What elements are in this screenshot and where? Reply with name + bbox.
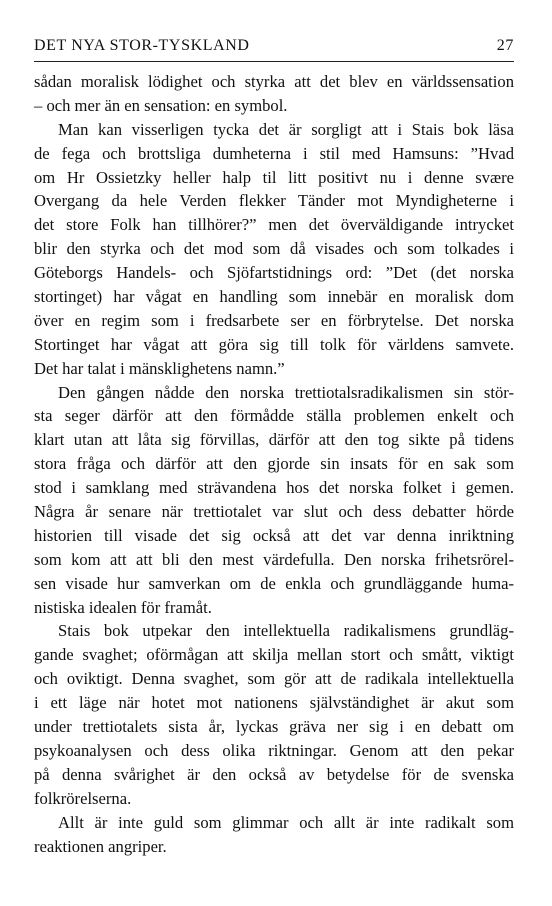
text-line: Det har talat i mänsklighetens namn.”: [34, 358, 285, 378]
running-header: [34, 37, 514, 62]
text-line: under trettiotalets sista år, lyckas gräva ner sig i en debatt om: [34, 717, 514, 737]
text-line: på denna svårighet är den också av betydelse för de svenska: [34, 764, 514, 784]
paragraph-first-line: Man kan visserligen tycka det är sorgligt att i Stais bok läsa: [58, 119, 514, 139]
text-line: i ett läge när hotet mot nationens självständighet är akut som: [34, 693, 514, 713]
text-line: om Hr Ossietzky heller halp til litt positivt nu i denne svære: [34, 167, 514, 187]
running-title: DET NYA STOR-TYSKLAND: [34, 37, 250, 54]
text-line: över en regim som i fredsarbete ser en förbrytelse. Det norska: [34, 310, 514, 330]
text-line: Några år senare när trettiotalet var slut och dess debatter hörde: [34, 502, 514, 522]
text-line: reaktionen angriper.: [34, 836, 167, 856]
text-line: klart utan att låta sig förvillas, därför att den tog sikte på tidens: [34, 430, 514, 450]
text-line: stod i samklang med strävandena hos det norska folket i gemen.: [34, 478, 514, 498]
paragraph-first-line: Den gången nådde den norska trettiotalsradikalismen sin stör-: [58, 382, 514, 402]
text-line: de fega och brottsliga dumheterna i stil med Hamsuns: ”Hvad: [34, 143, 514, 163]
body-text: [34, 70, 514, 858]
text-line: och oviktigt. Denna svaghet, som gör att de radikala intellektuella: [34, 669, 514, 689]
text-line: sta seger därför att den förmådde ställa problemen enkelt och: [34, 406, 514, 426]
text-line: Stortinget har vågat att göra sig till tolk för världens samvete.: [34, 334, 514, 354]
text-line: stortinget) har vågat en handling som innebär en moralisk dom: [34, 287, 514, 307]
text-line: Göteborgs Handels- och Sjöfartstidnings ord: ”Det (det norska: [34, 263, 514, 283]
page-number: 27: [496, 37, 514, 54]
paragraph-first-line: Allt är inte guld som glimmar och allt är inte radikalt som: [58, 812, 514, 832]
text-line: det store Folk han tillhörer?” men det överväldigande intrycket: [34, 215, 514, 235]
text-line: blir den styrka och det mod som då visades och som tolkades i: [34, 239, 514, 259]
text-line: gande svaghet; oförmågan att skilja mellan stort och smått, viktigt: [34, 645, 514, 665]
text-line: stora fråga och därför att den gjorde sin insats för en sak som: [34, 454, 514, 474]
text-line: sådan moralisk lödighet och styrka att det blev en världssensation: [34, 72, 514, 91]
text-line: folkrörelserna.: [34, 788, 132, 808]
paragraph-first-line: Stais bok utpekar den intellektuella radikalismens grundläg-: [58, 621, 514, 641]
text-line: historien till visade det sig också att det var denna inriktning: [34, 525, 514, 545]
text-line: nistiska idealen för framåt.: [34, 597, 212, 617]
text-line: – och mer än en sensation: en symbol.: [34, 95, 288, 115]
text-line: psykoanalysen och dess olika riktningar. Genom att den pekar: [34, 740, 514, 760]
text-line: som kom att att bli den mest värdefulla. Den norska frihetsrörel-: [34, 549, 514, 569]
text-line: sen visade hur samverkan om de enkla och grundläggande huma-: [34, 573, 514, 593]
text-line: Overgang da hele Verden flekker Tänder mot Myndigheterne i: [34, 191, 514, 211]
